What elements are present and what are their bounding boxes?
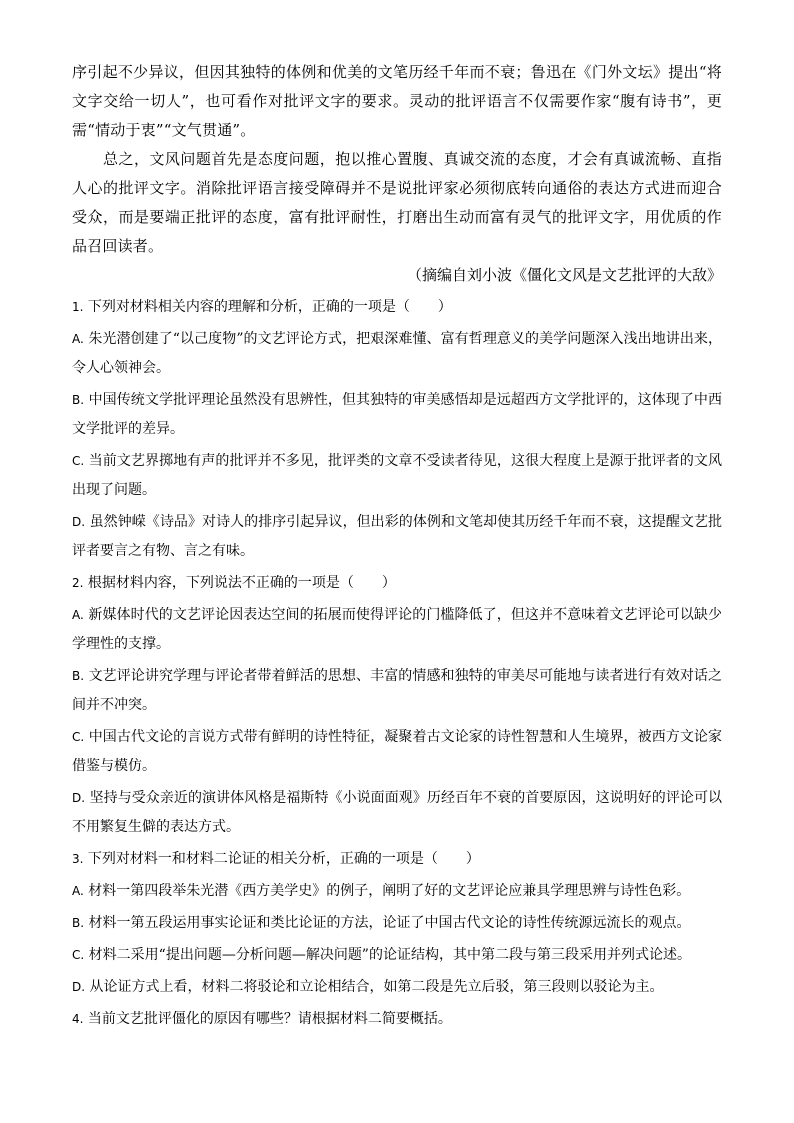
option-c (72, 723, 722, 781)
option-text: 中国传统文学批评理论虽然没有思辨性，但其独特的审美感悟却是远超西方文学批评的，这体现了中西文学批评的差异。 (72, 392, 722, 437)
option-label: C. (72, 948, 85, 962)
option-text: 坚持与受众亲近的演讲体风格是福斯特《小说面面观》历经百年不衰的首要原因，这说明好的评论可以不用繁复生僻的表达方式。 (72, 790, 723, 835)
passage-paragraph-2: 总之，文风问题首先是态度问题，抱以推心置腹、真诚交流的态度，才会有真诚流畅、直指人心的批评文字。消除批评语言接受障碍并不是说批评家必须彻底转向通俗的表达方式进而迎合受众，而是要端正批评的态度，富有批评耐性，打磨出生动而富有灵气的批评文字，用优质的作品召回读者。 (72, 150, 722, 255)
option-text: 材料一第五段运用事实论证和类比论证的方法，论证了中国古代文论的诗性传统源远流长的观点。 (88, 915, 691, 931)
option-text: 材料二采用“提出问题—分析问题—解决问题”的论证结构，其中第二段与第三段采用并列式论述。 (88, 947, 691, 963)
option-b (72, 909, 722, 938)
option-label: A. (72, 884, 84, 898)
option-text: 中国古代文论的言说方式带有鲜明的诗性特征，凝聚着古文论家的诗性智慧和人生境界，被西方文论家借鉴与模仿。 (72, 729, 723, 774)
option-a (72, 325, 722, 383)
question-text: 下列对材料相关内容的理解和分析，正确的一项是（ ） (87, 299, 452, 315)
option-label: B. (72, 669, 85, 683)
question-2 (72, 569, 722, 842)
question-text: 根据材料内容，下列说法不正确的一项是（ ） (87, 575, 396, 591)
option-text: 从论证方式上看，材料二将驳论和立论相结合，如第二段是先立后驳，第三段则以驳论为主。 (89, 979, 664, 995)
option-d (72, 508, 722, 566)
option-label: D. (72, 980, 86, 994)
option-label: C. (72, 454, 85, 468)
question-number: 2. (72, 576, 84, 590)
question-1 (72, 293, 722, 566)
option-b (72, 662, 722, 720)
option-label: B. (72, 393, 85, 407)
option-d (72, 973, 722, 1002)
question-stem (72, 569, 722, 598)
question-stem (72, 845, 722, 874)
option-label: B. (72, 916, 85, 930)
option-text: 新媒体时代的文艺评论因表达空间的拓展而使得评论的门槛降低了，但这并不意味着文艺评论可以缺少学理性的支撑。 (72, 607, 723, 652)
option-label: C. (72, 730, 85, 744)
option-label: A. (72, 332, 84, 346)
question-stem (72, 1005, 722, 1034)
question-stem (72, 293, 722, 322)
option-text: 文艺评论讲究学理与评论者带着鲜活的思想、丰富的情感和独特的审美尽可能地与读者进行有效对话之间并不冲突。 (72, 668, 722, 713)
option-text: 当前文艺界掷地有声的批评并不多见，批评类的文章不受读者待见，这很大程度上是源于批评者的文风出现了问题。 (72, 453, 723, 498)
question-3 (72, 845, 722, 1002)
option-d (72, 784, 722, 842)
option-label: D. (72, 515, 86, 529)
option-text: 朱光潜创建了“以己度物”的文艺评论方式，把艰深难懂、富有哲理意义的美学问题深入浅出地讲出来，令人心领神会。 (72, 331, 723, 376)
option-label: D. (72, 791, 86, 805)
option-a (72, 601, 722, 659)
question-text: 当前文艺批评僵化的原因有哪些？请根据材料二简要概括。 (87, 1011, 452, 1027)
passage-paragraph-1: 序引起不少异议，但因其独特的体例和优美的文笔历经千年而不衰；鲁迅在《门外文坛》提出“将文字交给一切人”，也可看作对批评文字的要求。灵动的批评语言不仅需要作家“腹有诗书”，更需“情动于衷”“文气贯通”。 (72, 63, 722, 139)
question-number: 3. (72, 852, 84, 866)
question-number: 1. (72, 300, 84, 314)
passage-source: （摘编自刘小波《僵化文风是文艺批评的大敌》 (406, 266, 722, 284)
question-text: 下列对材料一和材料二论证的相关分析，正确的一项是（ ） (87, 851, 480, 867)
option-c (72, 447, 722, 505)
option-b (72, 386, 722, 444)
document-page (72, 58, 722, 1034)
option-c (72, 941, 722, 970)
option-label: A. (72, 608, 84, 622)
question-number: 4. (72, 1012, 84, 1026)
option-text: 虽然钟嵘《诗品》对诗人的排序引起异议，但出彩的体例和文笔却使其历经千年而不衰，这提醒文艺批评者要言之有物、言之有味。 (72, 514, 723, 559)
question-4 (72, 1005, 722, 1034)
option-a (72, 877, 722, 906)
option-text: 材料一第四段举朱光潜《西方美学史》的例子，阐明了好的文艺评论应兼具学理思辨与诗性色彩。 (88, 883, 691, 899)
